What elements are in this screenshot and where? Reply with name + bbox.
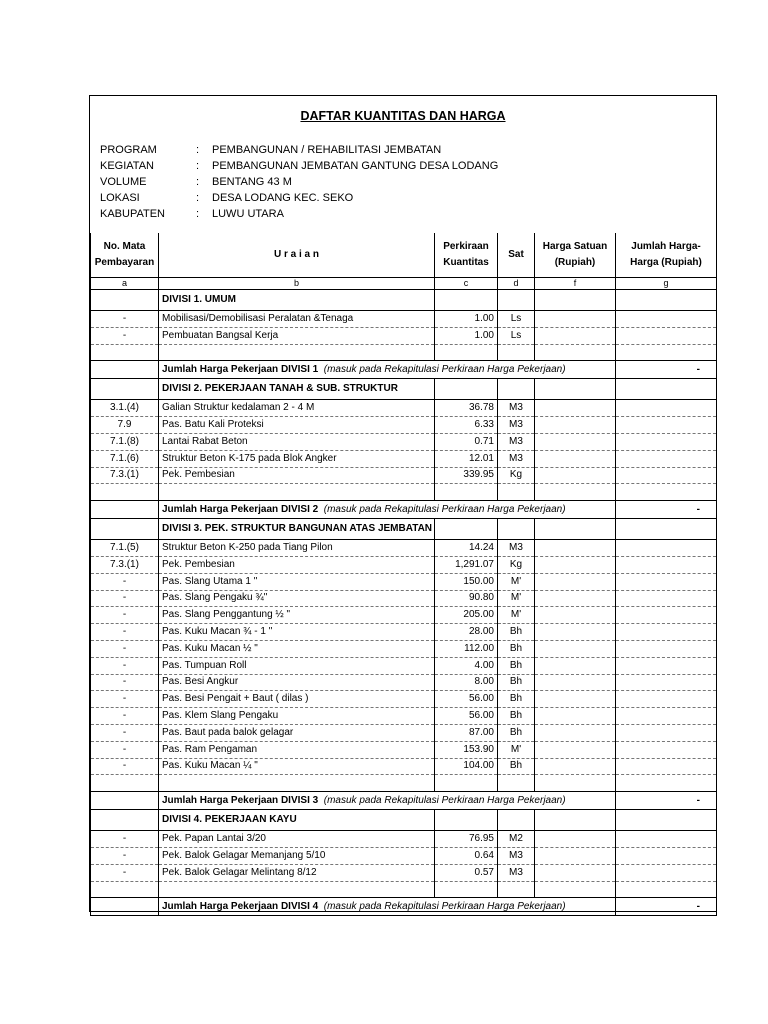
table-cell xyxy=(535,379,616,400)
item-code: - xyxy=(91,311,159,328)
table-row xyxy=(91,450,717,467)
item-unit: M' xyxy=(498,590,535,607)
item-unit: M3 xyxy=(498,847,535,864)
table-cell xyxy=(535,540,616,557)
table-row xyxy=(91,624,717,641)
item-code: 7.3.(1) xyxy=(91,467,159,484)
item-quantity: 6.33 xyxy=(435,417,498,434)
division-total-value: - xyxy=(616,898,717,916)
item-code: - xyxy=(91,864,159,881)
table-row xyxy=(91,674,717,691)
table-cell xyxy=(616,556,717,573)
table-cell xyxy=(616,379,717,400)
item-code: - xyxy=(91,590,159,607)
table-cell xyxy=(91,361,159,379)
item-description: Lantai Rabat Beton xyxy=(159,433,435,450)
item-unit: M3 xyxy=(498,400,535,417)
table-header-row xyxy=(91,233,717,278)
item-quantity: 112.00 xyxy=(435,640,498,657)
table-row xyxy=(91,657,717,674)
table-cell xyxy=(535,311,616,328)
table-cell xyxy=(535,556,616,573)
header-sat: Sat xyxy=(498,233,535,278)
item-unit: Ls xyxy=(498,327,535,344)
division-title-row xyxy=(91,810,717,831)
table-cell xyxy=(435,810,498,831)
division-total-value: - xyxy=(616,792,717,810)
item-description: Pas. Slang Utama 1 " xyxy=(159,573,435,590)
division-title-row xyxy=(91,379,717,400)
header-perkiraan-kuantitas: Perkiraan Kuantitas xyxy=(435,233,498,278)
document-frame xyxy=(89,95,717,912)
info-label: KEGIATAN xyxy=(100,160,154,172)
table-cell xyxy=(535,724,616,741)
table-row xyxy=(91,758,717,775)
item-unit: Bh xyxy=(498,624,535,641)
table-cell xyxy=(535,344,616,361)
table-cell xyxy=(616,708,717,725)
table-cell xyxy=(616,467,717,484)
table-cell xyxy=(498,484,535,501)
item-code: - xyxy=(91,674,159,691)
item-unit: M' xyxy=(498,741,535,758)
table-cell xyxy=(616,741,717,758)
item-quantity: 205.00 xyxy=(435,607,498,624)
table-cell xyxy=(498,881,535,898)
item-code: 7.3.(1) xyxy=(91,556,159,573)
item-quantity: 12.01 xyxy=(435,450,498,467)
table-cell xyxy=(535,657,616,674)
column-letter: c xyxy=(435,278,498,290)
table-cell xyxy=(616,573,717,590)
division-total-label xyxy=(159,792,616,810)
item-quantity: 14.24 xyxy=(435,540,498,557)
table-cell xyxy=(435,881,498,898)
total-note: (masuk pada Rekapitulasi Perkiraan Harga Pekerjaan) xyxy=(323,794,566,806)
table-cell xyxy=(535,864,616,881)
table-cell xyxy=(616,311,717,328)
item-unit: M3 xyxy=(498,864,535,881)
item-description: Struktur Beton K-175 pada Blok Angker xyxy=(159,450,435,467)
item-unit: Bh xyxy=(498,674,535,691)
table-cell xyxy=(616,433,717,450)
item-quantity: 1.00 xyxy=(435,311,498,328)
table-cell xyxy=(535,691,616,708)
info-value: LUWU UTARA xyxy=(212,208,284,220)
table-cell xyxy=(435,344,498,361)
table-cell xyxy=(498,379,535,400)
item-code: 7.1.(5) xyxy=(91,540,159,557)
table-cell xyxy=(91,344,159,361)
table-cell xyxy=(616,607,717,624)
item-unit: M' xyxy=(498,573,535,590)
item-code: - xyxy=(91,724,159,741)
table-row xyxy=(91,327,717,344)
table-row xyxy=(91,847,717,864)
item-description: Mobilisasi/Demobilisasi Peralatan &Tenaga xyxy=(159,311,435,328)
blank-row xyxy=(91,881,717,898)
total-division: DIVISI 4 xyxy=(280,900,319,912)
table-cell xyxy=(616,344,717,361)
table-cell xyxy=(91,519,159,540)
item-code: 7.9 xyxy=(91,417,159,434)
table-cell xyxy=(616,810,717,831)
item-quantity: 1,291.07 xyxy=(435,556,498,573)
item-quantity: 36.78 xyxy=(435,400,498,417)
item-unit: Kg xyxy=(498,556,535,573)
item-code: - xyxy=(91,691,159,708)
table-cell xyxy=(91,501,159,519)
table-cell xyxy=(91,484,159,501)
column-letter: d xyxy=(498,278,535,290)
item-description: Pas. Besi Pengait + Baut ( dilas ) xyxy=(159,691,435,708)
table-cell xyxy=(498,344,535,361)
table-row xyxy=(91,540,717,557)
item-code: - xyxy=(91,758,159,775)
table-cell xyxy=(91,810,159,831)
item-description: Pek. Pembesian xyxy=(159,556,435,573)
item-description: Struktur Beton K-250 pada Tiang Pilon xyxy=(159,540,435,557)
total-note: (masuk pada Rekapitulasi Perkiraan Harga Pekerjaan) xyxy=(323,363,566,375)
item-description: Pas. Baut pada balok gelagar xyxy=(159,724,435,741)
blank-row xyxy=(91,484,717,501)
table-cell xyxy=(616,484,717,501)
table-cell xyxy=(435,290,498,311)
table-row xyxy=(91,741,717,758)
item-quantity: 90.80 xyxy=(435,590,498,607)
quantity-price-table xyxy=(90,233,717,916)
item-description: Pas. Slang Penggantung ½ " xyxy=(159,607,435,624)
table-row xyxy=(91,467,717,484)
item-description: Pas. Batu Kali Proteksi xyxy=(159,417,435,434)
table-cell xyxy=(91,290,159,311)
item-code: 3.1.(4) xyxy=(91,400,159,417)
item-code: - xyxy=(91,327,159,344)
total-prefix: Jumlah Harga Pekerjaan xyxy=(162,363,279,375)
table-cell xyxy=(616,590,717,607)
info-row xyxy=(100,158,498,174)
table-row xyxy=(91,433,717,450)
info-colon: : xyxy=(196,208,200,220)
item-description: Pek. Pembesian xyxy=(159,467,435,484)
total-prefix: Jumlah Harga Pekerjaan xyxy=(162,900,279,912)
table-row xyxy=(91,708,717,725)
table-cell xyxy=(535,417,616,434)
item-quantity: 28.00 xyxy=(435,624,498,641)
table-cell xyxy=(616,864,717,881)
table-cell xyxy=(159,775,435,792)
table-cell xyxy=(616,758,717,775)
division-title: DIVISI 3. PEK. STRUKTUR BANGUNAN ATAS JEMBATAN xyxy=(159,519,435,540)
item-description: Pas. Slang Pengaku ¾" xyxy=(159,590,435,607)
header-harga-satuan: Harga Satuan (Rupiah) xyxy=(535,233,616,278)
table-row xyxy=(91,400,717,417)
item-unit: M3 xyxy=(498,540,535,557)
table-cell xyxy=(159,344,435,361)
info-value: BENTANG 43 M xyxy=(212,176,292,188)
division-title: DIVISI 1. UMUM xyxy=(159,290,435,311)
table-row xyxy=(91,724,717,741)
table-row xyxy=(91,607,717,624)
table-cell xyxy=(616,417,717,434)
table-row xyxy=(91,573,717,590)
table-row xyxy=(91,831,717,848)
blank-row xyxy=(91,775,717,792)
table-cell xyxy=(535,467,616,484)
header-jumlah-harga: Jumlah Harga-Harga (Rupiah) xyxy=(616,233,717,278)
table-cell xyxy=(535,640,616,657)
table-cell xyxy=(535,847,616,864)
division-total-value: - xyxy=(616,361,717,379)
table-cell xyxy=(616,724,717,741)
table-row xyxy=(91,864,717,881)
table-cell xyxy=(616,450,717,467)
table-cell xyxy=(91,792,159,810)
item-description: Pas. Ram Pengaman xyxy=(159,741,435,758)
column-letter: f xyxy=(535,278,616,290)
item-unit: Bh xyxy=(498,691,535,708)
item-unit: Bh xyxy=(498,657,535,674)
division-total-row xyxy=(91,898,717,916)
table-cell xyxy=(435,519,498,540)
item-quantity: 339.95 xyxy=(435,467,498,484)
division-total-value: - xyxy=(616,501,717,519)
blank-row xyxy=(91,344,717,361)
item-description: Pembuatan Bangsal Kerja xyxy=(159,327,435,344)
document-title: DAFTAR KUANTITAS DAN HARGA xyxy=(300,109,506,123)
item-unit: Ls xyxy=(498,311,535,328)
info-row xyxy=(100,142,498,158)
item-unit: M3 xyxy=(498,417,535,434)
table-cell xyxy=(616,881,717,898)
item-quantity: 104.00 xyxy=(435,758,498,775)
table-cell xyxy=(616,540,717,557)
table-cell xyxy=(535,708,616,725)
total-note: (masuk pada Rekapitulasi Perkiraan Harga Pekerjaan) xyxy=(323,503,566,515)
table-cell xyxy=(616,657,717,674)
table-cell xyxy=(535,674,616,691)
table-row xyxy=(91,640,717,657)
project-info xyxy=(100,142,498,222)
column-letter: a xyxy=(91,278,159,290)
table-cell xyxy=(435,484,498,501)
info-row xyxy=(100,190,498,206)
item-unit: M3 xyxy=(498,433,535,450)
item-code: - xyxy=(91,607,159,624)
item-description: Pek. Balok Gelagar Melintang 8/12 xyxy=(159,864,435,881)
table-cell xyxy=(616,691,717,708)
item-quantity: 0.64 xyxy=(435,847,498,864)
item-unit: M3 xyxy=(498,450,535,467)
item-unit: Bh xyxy=(498,708,535,725)
table-row xyxy=(91,590,717,607)
table-cell xyxy=(535,607,616,624)
item-quantity: 1.00 xyxy=(435,327,498,344)
table-cell xyxy=(616,519,717,540)
table-cell xyxy=(616,400,717,417)
table-cell xyxy=(535,433,616,450)
total-division: DIVISI 3 xyxy=(280,794,319,806)
item-description: Galian Struktur kedalaman 2 - 4 M xyxy=(159,400,435,417)
table-cell xyxy=(535,624,616,641)
table-cell xyxy=(498,519,535,540)
division-total-row xyxy=(91,792,717,810)
item-unit: M2 xyxy=(498,831,535,848)
table-cell xyxy=(616,290,717,311)
table-row xyxy=(91,556,717,573)
info-value: DESA LODANG KEC. SEKO xyxy=(212,192,354,204)
item-unit: Bh xyxy=(498,758,535,775)
table-cell xyxy=(535,484,616,501)
info-label: LOKASI xyxy=(100,192,140,204)
info-label: VOLUME xyxy=(100,176,147,188)
item-unit: M' xyxy=(498,607,535,624)
table-cell xyxy=(535,881,616,898)
info-value: PEMBANGUNAN JEMBATAN GANTUNG DESA LODANG xyxy=(212,160,499,172)
item-quantity: 87.00 xyxy=(435,724,498,741)
item-description: Pas. Kuku Macan ½ " xyxy=(159,640,435,657)
info-colon: : xyxy=(196,160,200,172)
item-code: - xyxy=(91,573,159,590)
table-cell xyxy=(616,831,717,848)
table-cell xyxy=(616,847,717,864)
item-unit: Kg xyxy=(498,467,535,484)
table-cell xyxy=(535,519,616,540)
table-cell xyxy=(616,327,717,344)
division-total-label xyxy=(159,898,616,916)
info-colon: : xyxy=(196,144,200,156)
total-note: (masuk pada Rekapitulasi Perkiraan Harga Pekerjaan) xyxy=(323,900,566,912)
division-title-row xyxy=(91,519,717,540)
item-description: Pas. Kuku Macan ¼ " xyxy=(159,758,435,775)
division-title-row xyxy=(91,290,717,311)
table-row xyxy=(91,691,717,708)
total-division: DIVISI 1 xyxy=(280,363,319,375)
item-description: Pas. Klem Slang Pengaku xyxy=(159,708,435,725)
item-quantity: 0.71 xyxy=(435,433,498,450)
item-quantity: 150.00 xyxy=(435,573,498,590)
table-cell xyxy=(535,290,616,311)
item-description: Pas. Tumpuan Roll xyxy=(159,657,435,674)
division-total-label xyxy=(159,501,616,519)
table-cell xyxy=(616,674,717,691)
division-total-row xyxy=(91,501,717,519)
table-cell xyxy=(616,775,717,792)
item-code: - xyxy=(91,847,159,864)
item-quantity: 4.00 xyxy=(435,657,498,674)
item-code: - xyxy=(91,640,159,657)
item-description: Pas. Kuku Macan ¾ - 1 " xyxy=(159,624,435,641)
info-value: PEMBANGUNAN / REHABILITASI JEMBATAN xyxy=(212,144,442,156)
item-quantity: 8.00 xyxy=(435,674,498,691)
table-cell xyxy=(91,379,159,400)
table-cell xyxy=(616,640,717,657)
table-cell xyxy=(498,290,535,311)
table-row xyxy=(91,311,717,328)
item-unit: Bh xyxy=(498,640,535,657)
item-description: Pas. Besi Angkur xyxy=(159,674,435,691)
table-cell xyxy=(91,775,159,792)
item-code: - xyxy=(91,831,159,848)
item-description: Pek. Balok Gelagar Memanjang 5/10 xyxy=(159,847,435,864)
column-letter: b xyxy=(159,278,435,290)
division-title: DIVISI 2. PEKERJAAN TANAH & SUB. STRUKTUR xyxy=(159,379,435,400)
item-code: 7.1.(8) xyxy=(91,433,159,450)
column-letters-row xyxy=(91,278,717,290)
division-total-row xyxy=(91,361,717,379)
header-no-mata-pembayaran: No. Mata Pembayaran xyxy=(91,233,159,278)
table-cell xyxy=(535,450,616,467)
item-quantity: 76.95 xyxy=(435,831,498,848)
info-label: PROGRAM xyxy=(100,144,157,156)
division-total-label xyxy=(159,361,616,379)
table-cell xyxy=(535,400,616,417)
item-code: - xyxy=(91,657,159,674)
table-cell xyxy=(535,775,616,792)
table-cell xyxy=(535,741,616,758)
table-cell xyxy=(535,831,616,848)
item-code: - xyxy=(91,624,159,641)
item-code: 7.1.(6) xyxy=(91,450,159,467)
info-label: KABUPATEN xyxy=(100,208,165,220)
total-prefix: Jumlah Harga Pekerjaan xyxy=(162,503,279,515)
info-colon: : xyxy=(196,192,200,204)
table-cell xyxy=(616,624,717,641)
item-quantity: 0.57 xyxy=(435,864,498,881)
table-row xyxy=(91,417,717,434)
total-division: DIVISI 2 xyxy=(280,503,319,515)
table-cell xyxy=(535,573,616,590)
column-letter: g xyxy=(616,278,717,290)
item-quantity: 56.00 xyxy=(435,691,498,708)
table-cell xyxy=(535,810,616,831)
info-row xyxy=(100,174,498,190)
table-cell xyxy=(535,327,616,344)
info-row xyxy=(100,206,498,222)
total-prefix: Jumlah Harga Pekerjaan xyxy=(162,794,279,806)
item-description: Pek. Papan Lantai 3/20 xyxy=(159,831,435,848)
table-cell xyxy=(535,590,616,607)
item-quantity: 153.90 xyxy=(435,741,498,758)
item-code: - xyxy=(91,708,159,725)
table-cell xyxy=(435,379,498,400)
item-unit: Bh xyxy=(498,724,535,741)
item-code: - xyxy=(91,741,159,758)
table-cell xyxy=(435,775,498,792)
info-colon: : xyxy=(196,176,200,188)
table-cell xyxy=(159,484,435,501)
item-quantity: 56.00 xyxy=(435,708,498,725)
table-cell xyxy=(498,775,535,792)
table-cell xyxy=(159,881,435,898)
table-cell xyxy=(498,810,535,831)
table-cell xyxy=(91,898,159,916)
table-cell xyxy=(91,881,159,898)
table-cell xyxy=(535,758,616,775)
header-uraian: U r a i a n xyxy=(159,233,435,278)
division-title: DIVISI 4. PEKERJAAN KAYU xyxy=(159,810,435,831)
